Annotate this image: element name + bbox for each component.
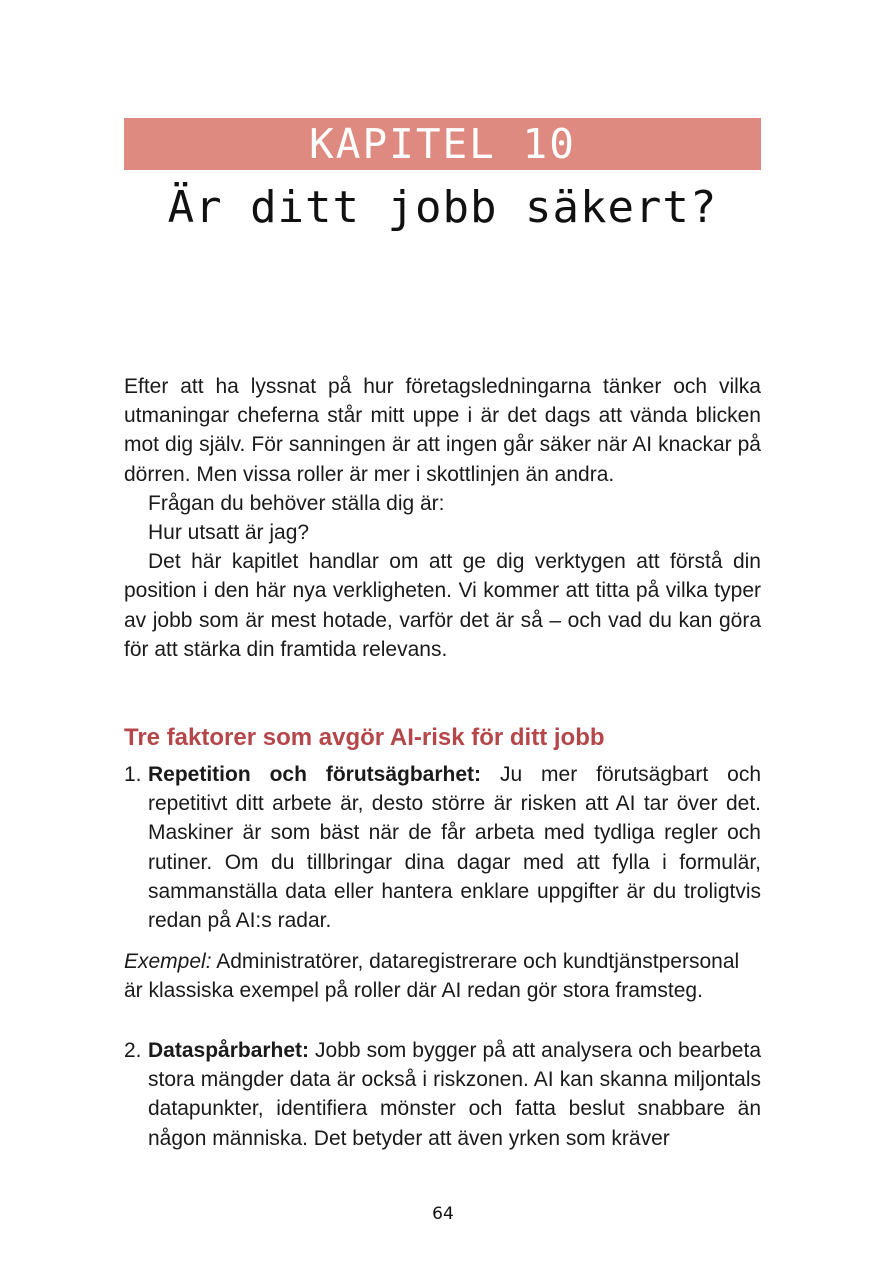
list-item-number: 2. — [124, 1039, 142, 1062]
intro-paragraph: Frågan du behöver ställa dig är: — [148, 491, 445, 515]
chapter-banner — [124, 118, 761, 170]
chapter-title: Är ditt jobb säkert? — [167, 182, 718, 233]
example-paragraph — [124, 947, 761, 1005]
list-item-content — [148, 1036, 761, 1153]
list-item-text: Jobb som bygger på att analysera och bearbeta stora mängder data är också i riskzonen. AI kan skanna miljontals datapunkter, identifiera mönster och fatta beslut snabbare än någon människa. Det betyder att även yrken som kräver — [148, 1039, 761, 1150]
example-text: Administratörer, dataregistrerare och kundtjänstpersonal är klassiska exempel på roller där AI redan gör stora framsteg. — [124, 950, 740, 1003]
section-heading: Tre faktorer som avgör AI-risk för ditt jobb — [124, 724, 605, 751]
list-item — [124, 760, 761, 935]
list-item — [124, 1036, 761, 1153]
intro-text — [124, 372, 761, 664]
page-number: 64 — [432, 1204, 454, 1224]
intro-paragraph: Det här kapitlet handlar om att ge dig verktygen att förstå din position i den här nya verkligheten. Vi kommer att titta på vilka typer av jobb som är mest hotade, varför det är så – och vad du kan göra för att stärka din framtida relevans. — [124, 550, 761, 661]
list-item-content — [148, 760, 761, 935]
chapter-label: KAPITEL 10 — [309, 120, 576, 168]
intro-paragraph: Efter att ha lyssnat på hur företagsledningarna tänker och vilka utmaningar cheferna står mitt uppe i är det dags att vända blicken mot dig själv. För sanningen är att ingen går säker när AI knackar på dörren. Men vissa roller är mer i skottlinjen än andra. — [124, 375, 761, 486]
list-item-term: Repetition och förutsägbarhet: — [148, 763, 482, 786]
example-label: Exempel: — [124, 950, 212, 973]
intro-paragraph: Hur utsatt är jag? — [148, 521, 310, 545]
list-item-term: Dataspårbarhet: — [148, 1039, 310, 1062]
list-item-text: Ju mer förutsägbart och repetitivt ditt arbete är, desto större är risken att AI tar över det. Maskiner är som bäst när de får arbeta med tydliga regler och rutiner. Om du tillbringar dina dagar med att fylla i formulär, sammanställa data eller hantera enklare uppgifter är du troligtvis redan på AI:s radar. — [148, 763, 762, 933]
list-item-number: 1. — [124, 763, 142, 786]
